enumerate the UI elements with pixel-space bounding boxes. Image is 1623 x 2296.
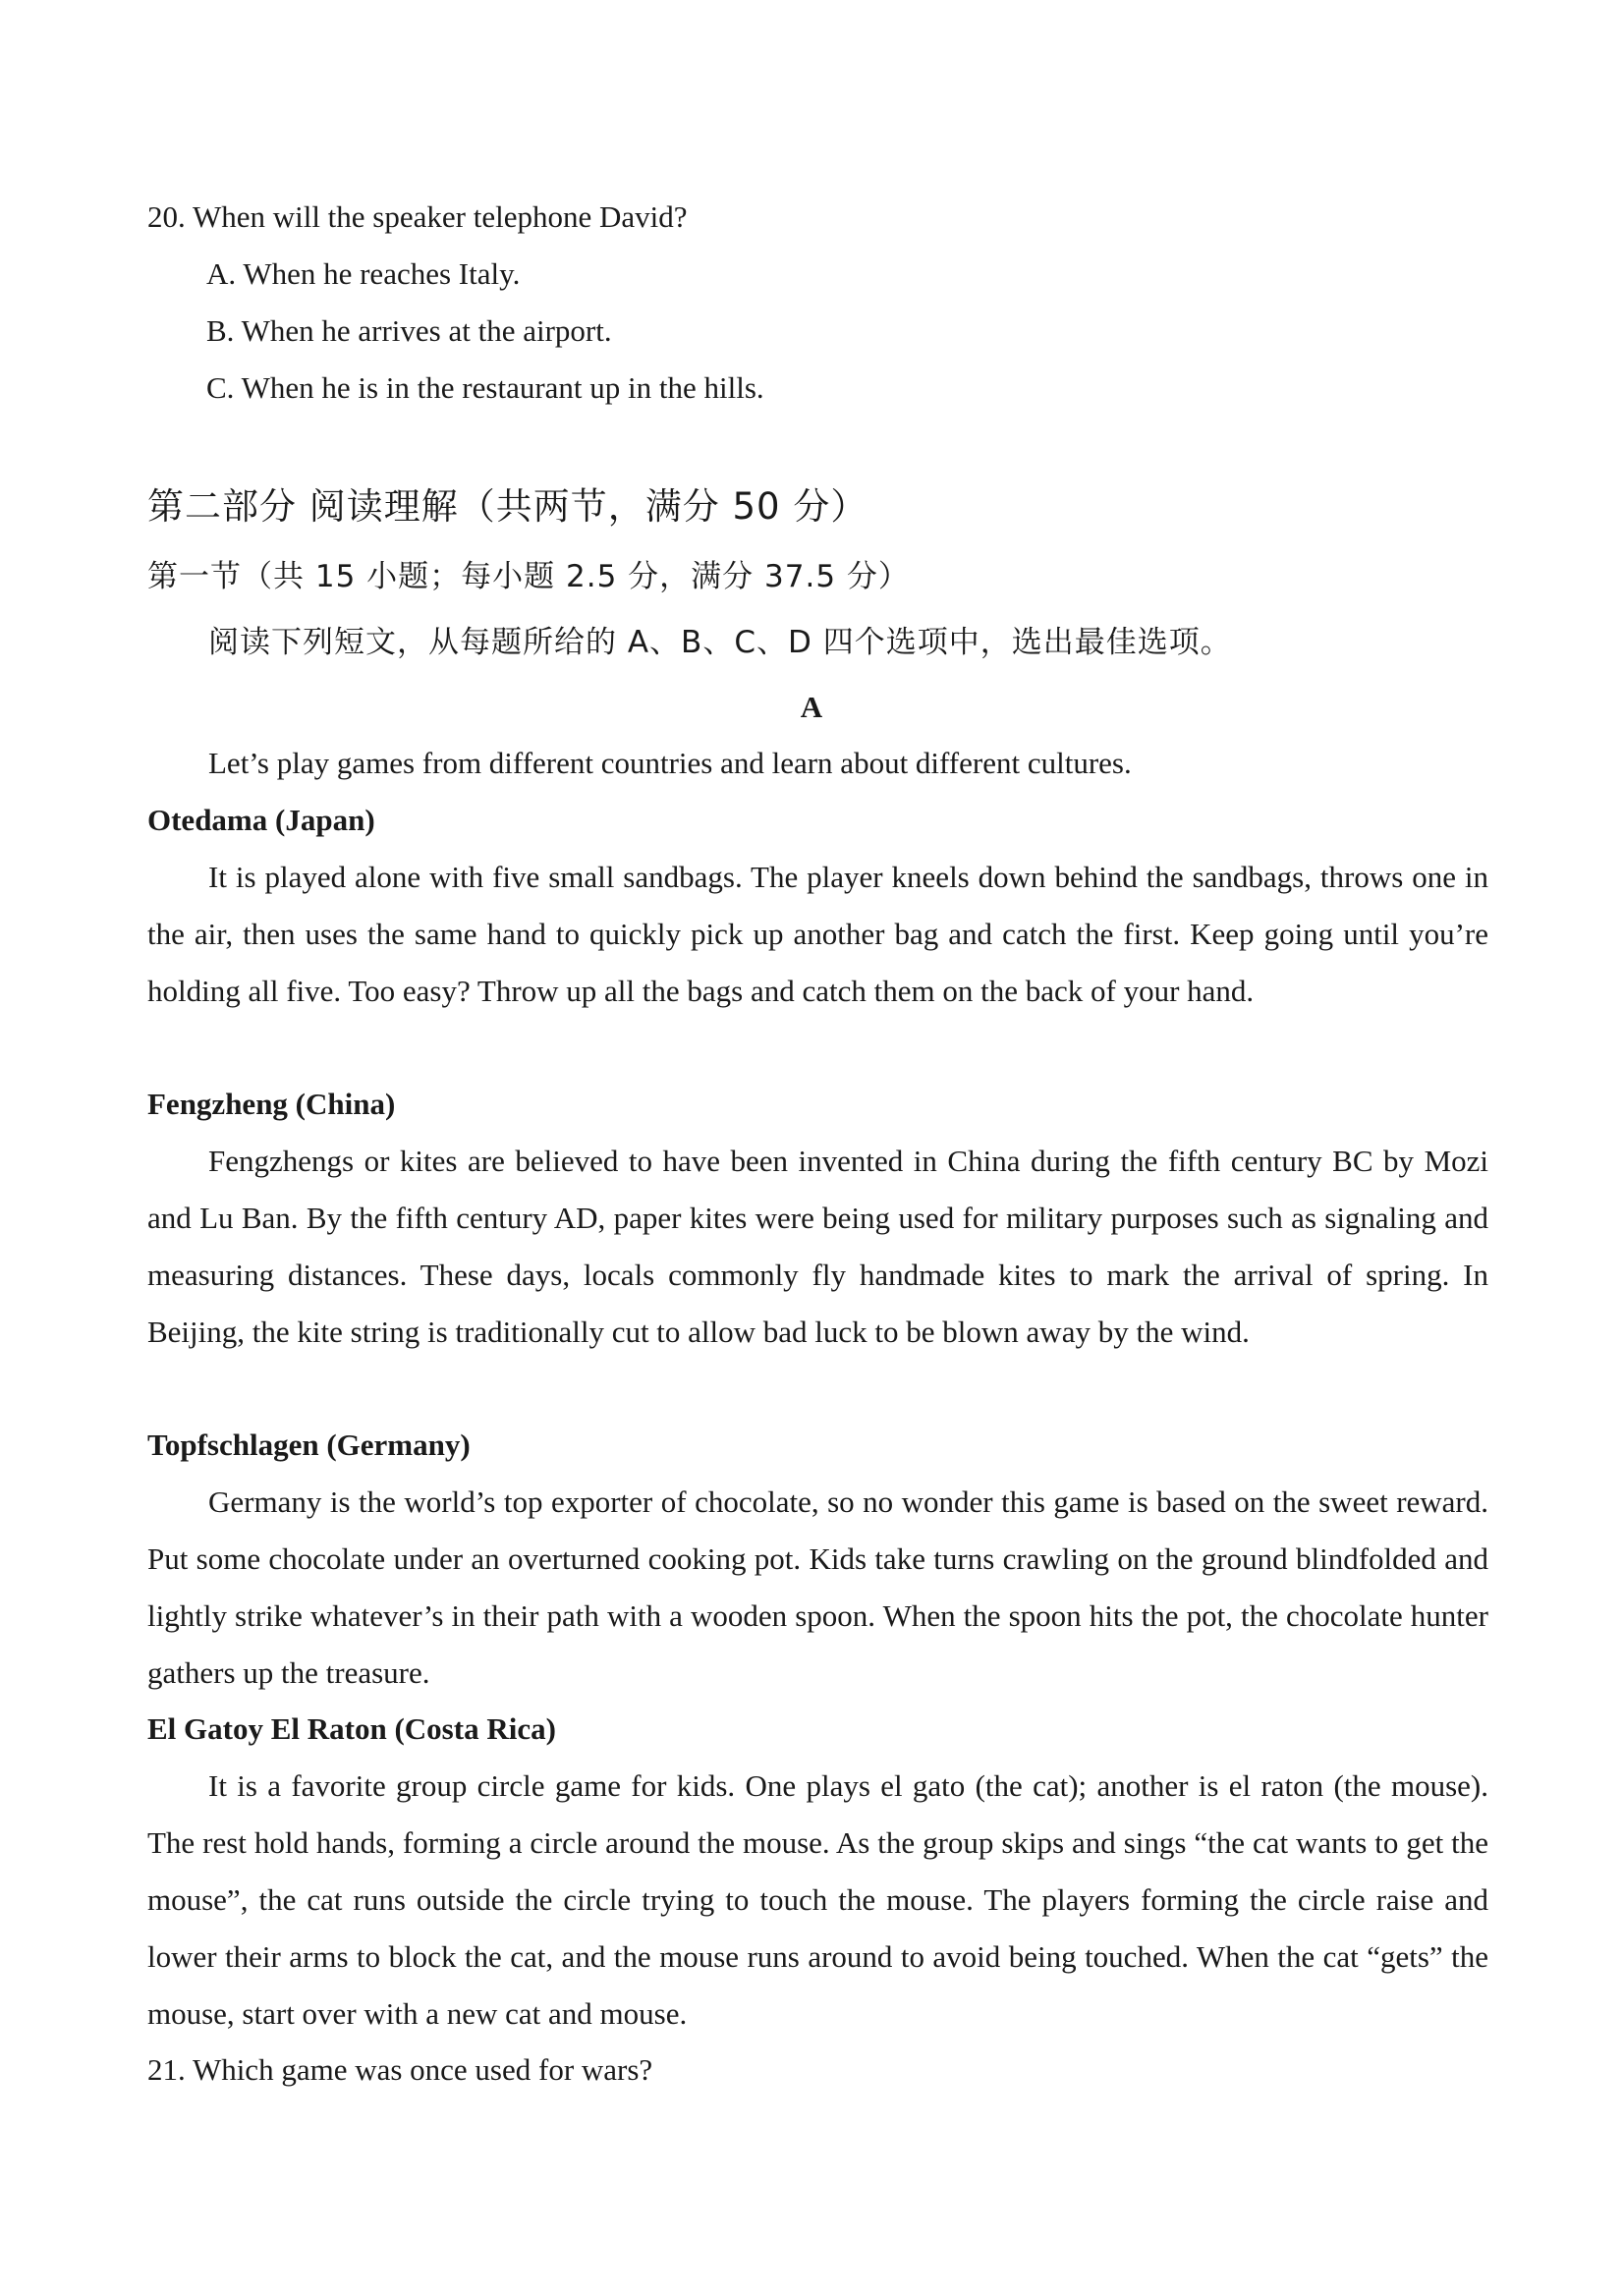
game-text-el-gato: It is a favorite group circle game for kids. One plays el gato (the cat); another is el raton (the mouse). The rest hold hands, forming a circle around the mouse. As the group skips and sings “the cat wants to get the mouse”, the cat runs outside the circle trying to touch the mouse. The players forming the circle raise and lower their arms to block the cat, and the mouse runs around to avoid being touched. When the cat “gets” the mouse, start over with a new cat and mouse. xyxy=(147,1768,1488,2031)
passage-letter: A xyxy=(800,690,823,724)
passage-intro: Let’s play games from different countries and learn about different cultures. xyxy=(208,746,1132,780)
game-heading-el-gato: El Gatoy El Raton (Costa Rica) xyxy=(147,1711,556,1746)
game-text-fengzheng: Fengzhengs or kites are believed to have been invented in China during the fifth century BC by Mozi and Lu Ban. By the fifth century AD, paper kites were being used for military purposes such as signaling and measuring distances. These days, locals commonly fly handmade kites to mark the arrival of spring. In Beijing, the kite string is traditionally cut to allow bad luck to be blown away by the wind. xyxy=(147,1144,1488,1349)
game-heading-otedama: Otedama (Japan) xyxy=(147,803,375,837)
question-20-option-c: C. When he is in the restaurant up in the hills. xyxy=(206,370,764,405)
game-heading-topfschlagen: Topfschlagen (Germany) xyxy=(147,1428,471,1462)
section-1-title: 第一节（共 15 小题；每小题 2.5 分，满分 37.5 分） xyxy=(147,559,910,594)
game-text-otedama: It is played alone with five small sandbags. The player kneels down behind the sandbags, throws one in the air, then uses the same hand to quickly pick up another bag and catch the first. Keep going until you’re holding all five. Too easy? Throw up all the bags and catch them on the back of your hand. xyxy=(147,860,1488,1008)
question-21-stem: 21. Which game was once used for wars? xyxy=(147,2052,653,2087)
question-20-option-a: A. When he reaches Italy. xyxy=(206,256,521,291)
question-20-stem: 20. When will the speaker telephone David? xyxy=(147,199,688,234)
part-2-title: 第二部分 阅读理解（共两节，满分 50 分） xyxy=(147,485,868,528)
question-20-option-b: B. When he arrives at the airport. xyxy=(206,313,612,348)
game-heading-fengzheng: Fengzheng (China) xyxy=(147,1087,396,1121)
reading-instruction: 阅读下列短文，从每题所给的 A、B、C、D 四个选项中，选出最佳选项。 xyxy=(208,625,1232,660)
game-text-topfschlagen: Germany is the world’s top exporter of chocolate, so no wonder this game is based on the sweet reward. Put some chocolate under an overturned cooking pot. Kids take turns crawling on the ground blindfolded and lightly strike whatever’s in their path with a wooden spoon. When the spoon hits the pot, the chocolate hunter gathers up the treasure. xyxy=(147,1484,1488,1690)
